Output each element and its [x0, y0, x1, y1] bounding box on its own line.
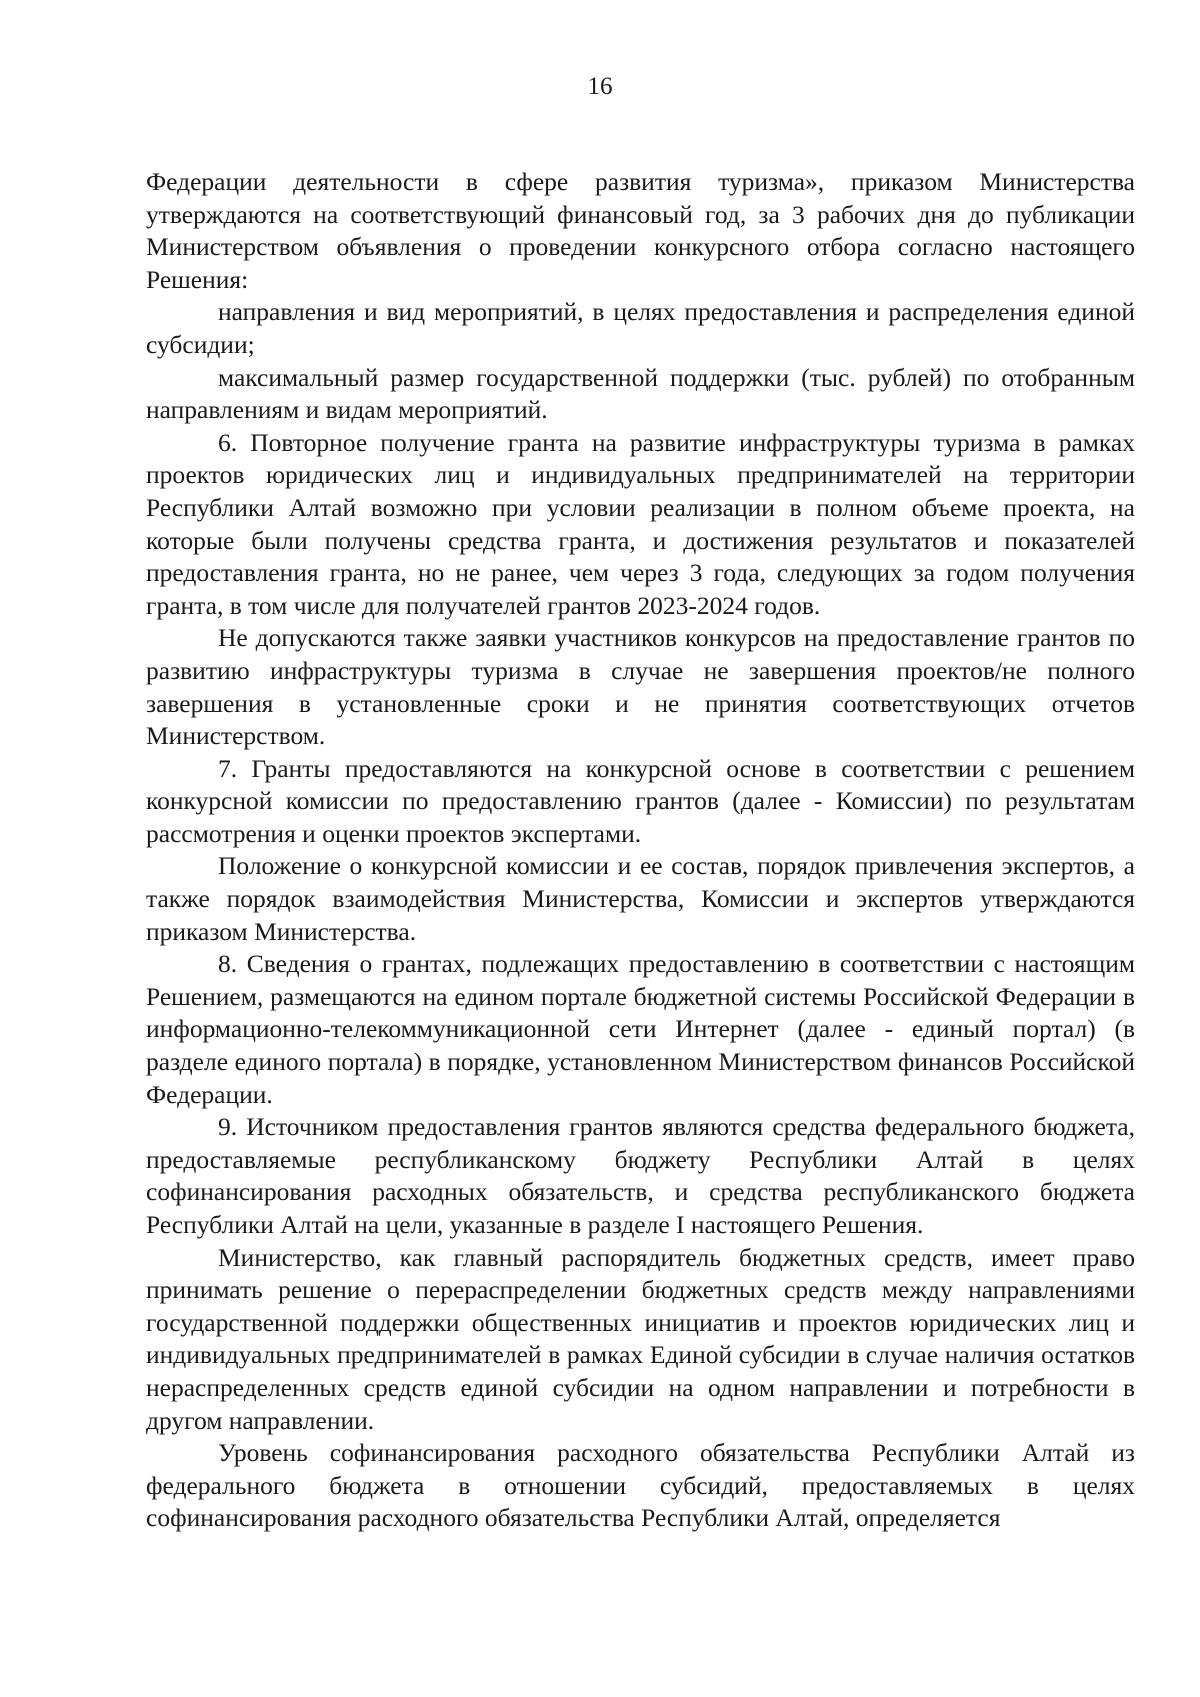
paragraph-cofinancing-level: Уровень софинансирования расходного обязательства Республики Алтай из федерального бюджета в отношении субсидий, предоставляемых в целях софинансирования расходного обязательства Республики Алтай, определяется [146, 1438, 1135, 1533]
paragraph-max-support: максимальный размер государственной поддержки (тыс. рублей) по отобранным направлениям и видам мероприятий. [146, 362, 1135, 425]
paragraph-continuation: Федерации деятельности в сфере развития туризма», приказом Министерства утверждаются на соответствующий финансовый год, за 3 рабочих дня до публикации Министерством объявления о проведении конкурсного отбора согласно настоящего Решения: [146, 167, 1135, 294]
paragraph-item-8: 8. Сведения о грантах, подлежащих предоставлению в соответствии с настоящим Решением, размещаются на едином портале бюджетной системы Российской Федерации в информационно-телекоммуникационной сети Интернет (далее - единый портал) (в разделе единого портала) в порядке, установленном Министерством финансов Российской Федерации. [146, 949, 1135, 1109]
paragraph-ministry-redistribution: Министерство, как главный распорядитель бюджетных средств, имеет право принимать решение о перераспределении бюджетных средств между направлениями государственной поддержки общественных инициатив и проектов юридических лиц и индивидуальных предпринимателей в рамках Единой субсидии в случае наличия остатков нераспределенных средств единой субсидии на одном направлении и потребности в другом направлении. [146, 1242, 1135, 1435]
paragraph-item-9: 9. Источником предоставления грантов являются средства федерального бюджета, предоставляемые республиканскому бюджету Республики Алтай в целях софинансирования расходных обязательств, и средства республиканского бюджета Республики Алтай на цели, указанные в разделе I настоящего Решения. [146, 1112, 1135, 1239]
paragraph-commission-regulation: Положение о конкурсной комиссии и ее состав, порядок привлечения экспертов, а также порядок взаимодействия Министерства, Комиссии и экспертов утверждаются приказом Министерства. [146, 851, 1135, 946]
paragraph-not-allowed: Не допускаются также заявки участников конкурсов на предоставление грантов по развитию инфраструктуры туризма в случае не завершения проектов/не полного завершения в установленные сроки и не принятия соответствующих отчетов Министерством. [146, 623, 1135, 751]
paragraph-item-6: 6. Повторное получение гранта на развитие инфраструктуры туризма в рамках проектов юридических лиц и индивидуальных предпринимателей на территории Республики Алтай возможно при условии реализации в полном объеме проекта, на которые были получены средства гранта, и достижения результатов и показателей предоставления гранта, но не ранее, чем через 3 года, следующих за годом получения гранта, в том числе для получателей грантов 2023-2024 годов. [146, 427, 1135, 620]
page-number: 16 [587, 73, 613, 100]
paragraph-directions: направления и вид мероприятий, в целях предоставления и распределения единой субсидии; [146, 297, 1135, 359]
document-body [146, 166, 1135, 1535]
paragraph-item-7: 7. Гранты предоставляются на конкурсной основе в соответствии с решением конкурсной комиссии по предоставлению грантов (далее - Комиссии) по результатам рассмотрения и оценки проектов экспертами. [146, 753, 1135, 848]
